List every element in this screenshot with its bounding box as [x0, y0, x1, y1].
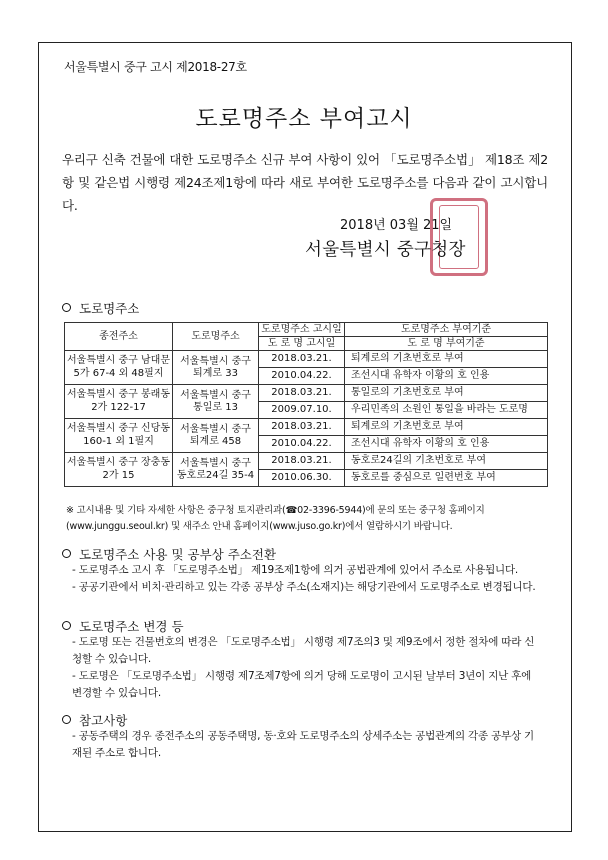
- col-header-reason: 도로명주소 부여기준: [345, 323, 548, 337]
- inquiry-note: ※ 고시내용 및 기타 자세한 사항은 중구청 토지관리과(☎02-3396-5944)에 문의 또는 중구청 홈페이지 (www.junggu.seoul.kr) 및 새주소 안내 홈페이지(www.juso.go.kr)에서 열람하시기 바랍니다.: [66, 505, 485, 532]
- table-row: 2010.06.30. 동호로를 중심으로 일련번호 부여: [65, 470, 548, 487]
- notice-date: 2018년 03월 21일: [340, 218, 453, 233]
- section-heading-change: 도로명주소 변경 등: [62, 617, 184, 635]
- issuing-office: 서울특별시 중구청장: [305, 240, 466, 260]
- col-header-orig: 종전주소: [65, 323, 173, 351]
- col-subheader-reason: 도 로 명 부여기준: [345, 337, 548, 351]
- circle-bullet-icon: [62, 549, 71, 558]
- address-table: [64, 322, 548, 487]
- table-row: 2010.04.22. 조선시대 유학자 이황의 호 인용: [65, 368, 548, 385]
- table-row: 서울특별시 중구 장충동2가 15 서울특별시 중구 동호로24길 35-4 2018.03.21. 동호로24길의 기초번호로 부여: [65, 453, 548, 470]
- col-header-notice: 도로명주소 고시일: [259, 323, 345, 337]
- table-row: 2010.04.22. 조선시대 유학자 이황의 호 인용: [65, 436, 548, 453]
- col-header-road: 도로명주소: [173, 323, 259, 351]
- table-row: 서울특별시 중구 봉래동2가 122-17 서울특별시 중구 통일로 13 2018.03.21. 통일로의 기초번호로 부여: [65, 385, 548, 402]
- list-item: - 공동주택의 경우 종전주소의 공동주택명, 동·호와 도로명주소의 상세주소는 공법관계의 각종 공부상 기재된 주소로 합니다.: [72, 730, 534, 759]
- table-row: 2009.07.10. 우리민족의 소원인 통일을 바라는 도로명: [65, 402, 548, 419]
- page-title: 도로명주소 부여고시: [195, 106, 413, 132]
- table-row: 서울특별시 중구 신당동 160-1 외 1필지 서울특별시 중구 퇴계로 458 2018.03.21. 퇴계로의 기초번호로 부여: [65, 419, 548, 436]
- notice-number: 서울특별시 중구 고시 제2018-27호: [64, 60, 247, 74]
- circle-bullet-icon: [62, 715, 71, 724]
- change-list: [72, 634, 542, 702]
- list-item: - 도로명은 「도로명주소법」 시행령 제7조제7항에 의거 당해 도로명이 고시된 날부터 3년이 지난 후에 변경할 수 있습니다.: [72, 670, 532, 699]
- section-heading-use: 도로명주소 사용 및 공부상 주소전환: [62, 545, 276, 563]
- use-list: [72, 562, 542, 596]
- ref-list: [72, 728, 542, 762]
- list-item: - 공공기관에서 비치·관리하고 있는 각종 공부상 주소(소재지)는 해당기관에서 도로명주소로 변경됩니다.: [72, 581, 536, 593]
- col-subheader-notice: 도 로 명 고시일: [259, 337, 345, 351]
- list-item: - 도로명 또는 건물번호의 변경은 「도로명주소법」 시행령 제7조의3 및 제9조에서 정한 절차에 따라 신청할 수 있습니다.: [72, 636, 535, 665]
- intro-paragraph: 우리구 신축 건물에 대한 도로명주소 신규 부여 사항이 있어 「도로명주소법」 제18조 제2항 및 같은법 시행령 제24조제1항에 따라 새로 부여한 도로명주소를 다음과 같이 고시합니다.: [62, 152, 548, 213]
- section-heading-ref: 참고사항: [62, 711, 127, 729]
- list-item: - 도로명주소 고시 후 「도로명주소법」 제19조제1항에 의거 공법관계에 있어서 주소로 사용됩니다.: [72, 564, 519, 576]
- circle-bullet-icon: [62, 621, 71, 630]
- circle-bullet-icon: [62, 303, 71, 312]
- table-row: 서울특별시 중구 남대문5가 67-4 외 48필지 서울특별시 중구 퇴계로 33 2018.03.21. 퇴계로의 기초번호로 부여: [65, 351, 548, 368]
- section-heading-address: 도로명주소: [62, 299, 139, 317]
